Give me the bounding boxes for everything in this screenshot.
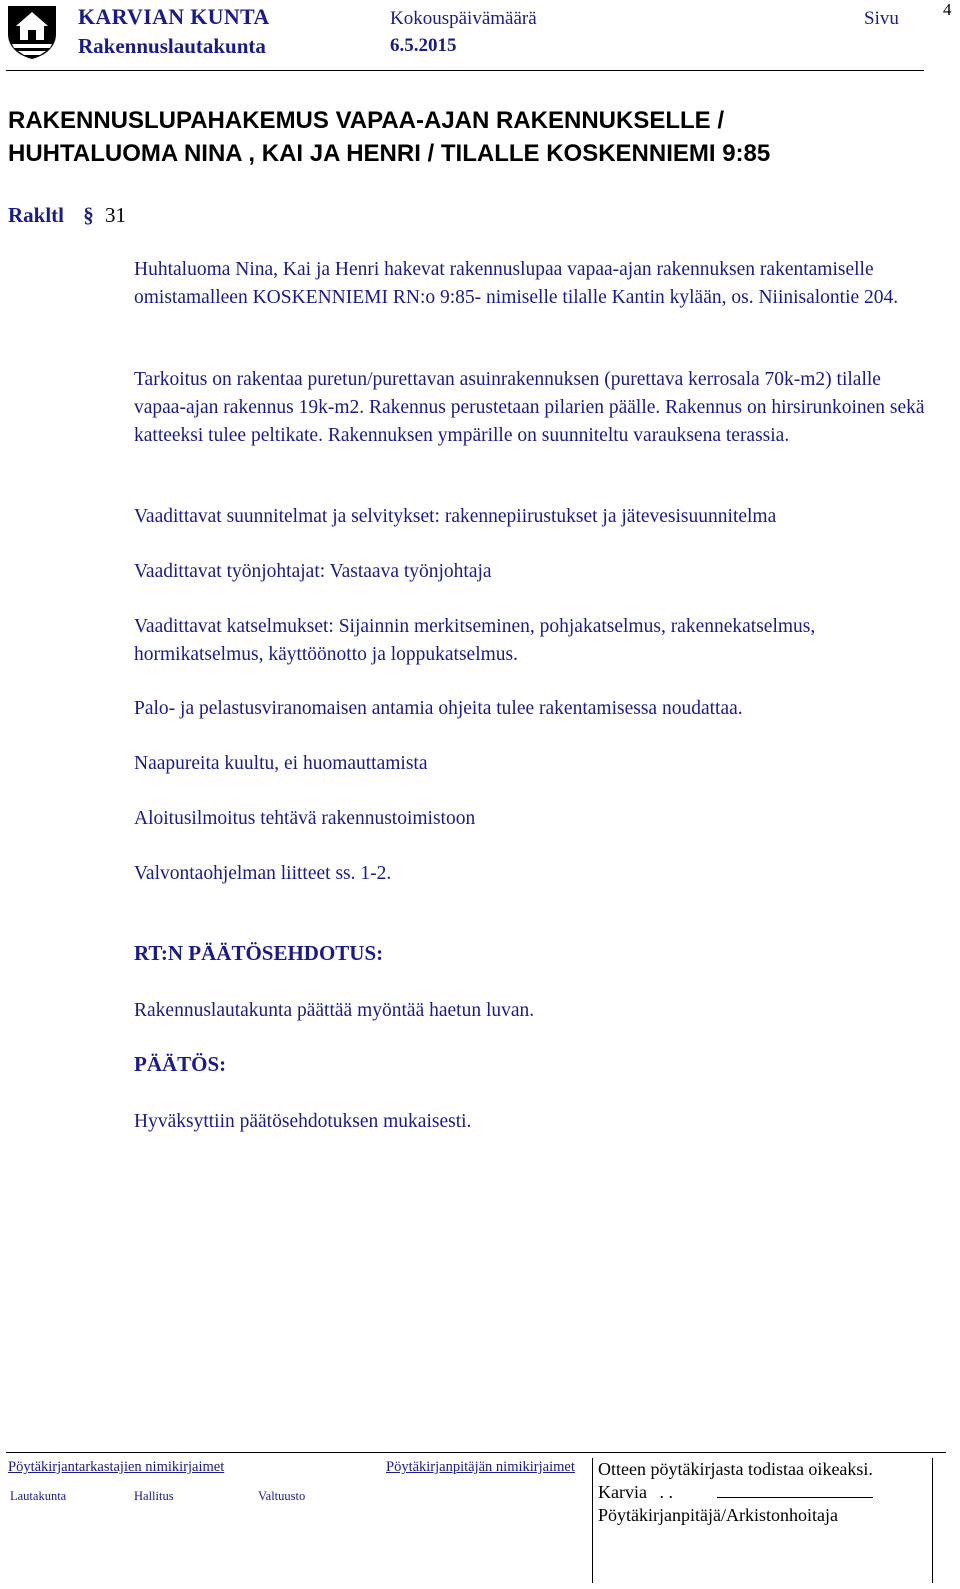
- proposal-text: Rakennuslautakunta päättää myöntää haetun luvan.: [134, 1000, 535, 1021]
- signer-role: Pöytäkirjanpitäjä/Arkistonhoitaja: [598, 1505, 838, 1525]
- paragraph-neighbours: Naapureita kuultu, ei huomauttamista: [134, 753, 428, 774]
- certify-text: Otteen pöytäkirjasta todistaa oikeaksi.: [598, 1459, 873, 1479]
- footer-body-hallitus: Hallitus: [134, 1489, 174, 1503]
- page-number: 4: [943, 0, 952, 19]
- decision-heading: PÄÄTÖS:: [134, 1052, 227, 1076]
- section-reference: [8, 203, 126, 228]
- section-label: Rakltl: [8, 203, 65, 227]
- section-symbol: §: [83, 203, 94, 227]
- paragraph-application: Huhtaluoma Nina, Kai ja Henri hakevat rakennuslupaa vapaa-ajan rakennuksen rakentamiselle omistamalleen KOSKENNIEMI RN:o 9:85- nimiselle tilalle Kantin kylään, os. Niinisalontie 204.: [134, 259, 899, 308]
- title-line-1: RAKENNUSLUPAHAKEMUS VAPAA-AJAN RAKENNUKSELLE /: [8, 107, 725, 134]
- date-dots: . .: [659, 1482, 673, 1502]
- signature-line: [717, 1483, 873, 1498]
- paragraph-purpose: Tarkoitus on rakentaa puretun/purettavan asuinrakennuksen (purettava kerrosala 70k-m2) tilalle vapaa-ajan rakennus 19k-m2. Rakennus perustetaan pilarien päälle. Rakennus on hirsirunkoinen sekä katteeksi tulee peltikate. Rakennuksen ympärille on suunniteltu varauksena terassia.: [134, 369, 925, 446]
- paragraph-required-inspections: Vaadittavat katselmukset: Sijainnin merkitseminen, pohjakatselmus, rakennekatselmus, hormikatselmus, käyttöönotto ja loppukatselmus.: [134, 616, 816, 665]
- organization-name: KARVIAN KUNTA: [78, 4, 270, 29]
- checkers-signatures-label: Pöytäkirjantarkastajien nimikirjaimet: [8, 1459, 225, 1475]
- place: Karvia: [598, 1482, 647, 1502]
- paragraph-required-supervisors: Vaadittavat työnjohtajat: Vastaava työnjohtaja: [134, 561, 492, 582]
- paragraph-start-notice: Aloitusilmoitus tehtävä rakennustoimistoon: [134, 808, 476, 829]
- meeting-date-label: Kokouspäivämäärä: [390, 8, 537, 29]
- footer-body-valtuusto: Valtuusto: [258, 1489, 306, 1503]
- header-divider: [6, 70, 924, 71]
- meeting-date: 6.5.2015: [390, 35, 457, 56]
- committee-name: Rakennuslautakunta: [78, 34, 266, 58]
- paragraph-required-plans: Vaadittavat suunnitelmat ja selvitykset: rakennepiirustukset ja jätevesisuunnitelma: [134, 506, 777, 527]
- certification-box: [592, 1458, 933, 1583]
- section-number: 31: [105, 203, 127, 227]
- decision-text: Hyväksyttiin päätösehdotuksen mukaisesti.: [134, 1111, 472, 1132]
- paragraph-attachments: Valvontaohjelman liitteet ss. 1-2.: [134, 863, 392, 884]
- keeper-signature-label: Pöytäkirjanpitäjän nimikirjaimet: [386, 1459, 575, 1475]
- title-line-2: HUHTALUOMA NINA , KAI JA HENRI / TILALLE KOSKENNIEMI 9:85: [8, 140, 771, 167]
- document-title: [8, 104, 928, 170]
- proposal-heading: RT:N PÄÄTÖSEHDOTUS:: [134, 941, 384, 965]
- footer-body-lautakunta: Lautakunta: [10, 1489, 67, 1503]
- municipality-coat-of-arms-icon: [6, 4, 58, 60]
- paragraph-fire-rescue: Palo- ja pelastusviranomaisen antamia ohjeita tulee rakentamisessa noudattaa.: [134, 698, 743, 719]
- place-date-line: [598, 1481, 932, 1504]
- footer-divider: [6, 1452, 946, 1453]
- page-label: Sivu: [864, 8, 899, 29]
